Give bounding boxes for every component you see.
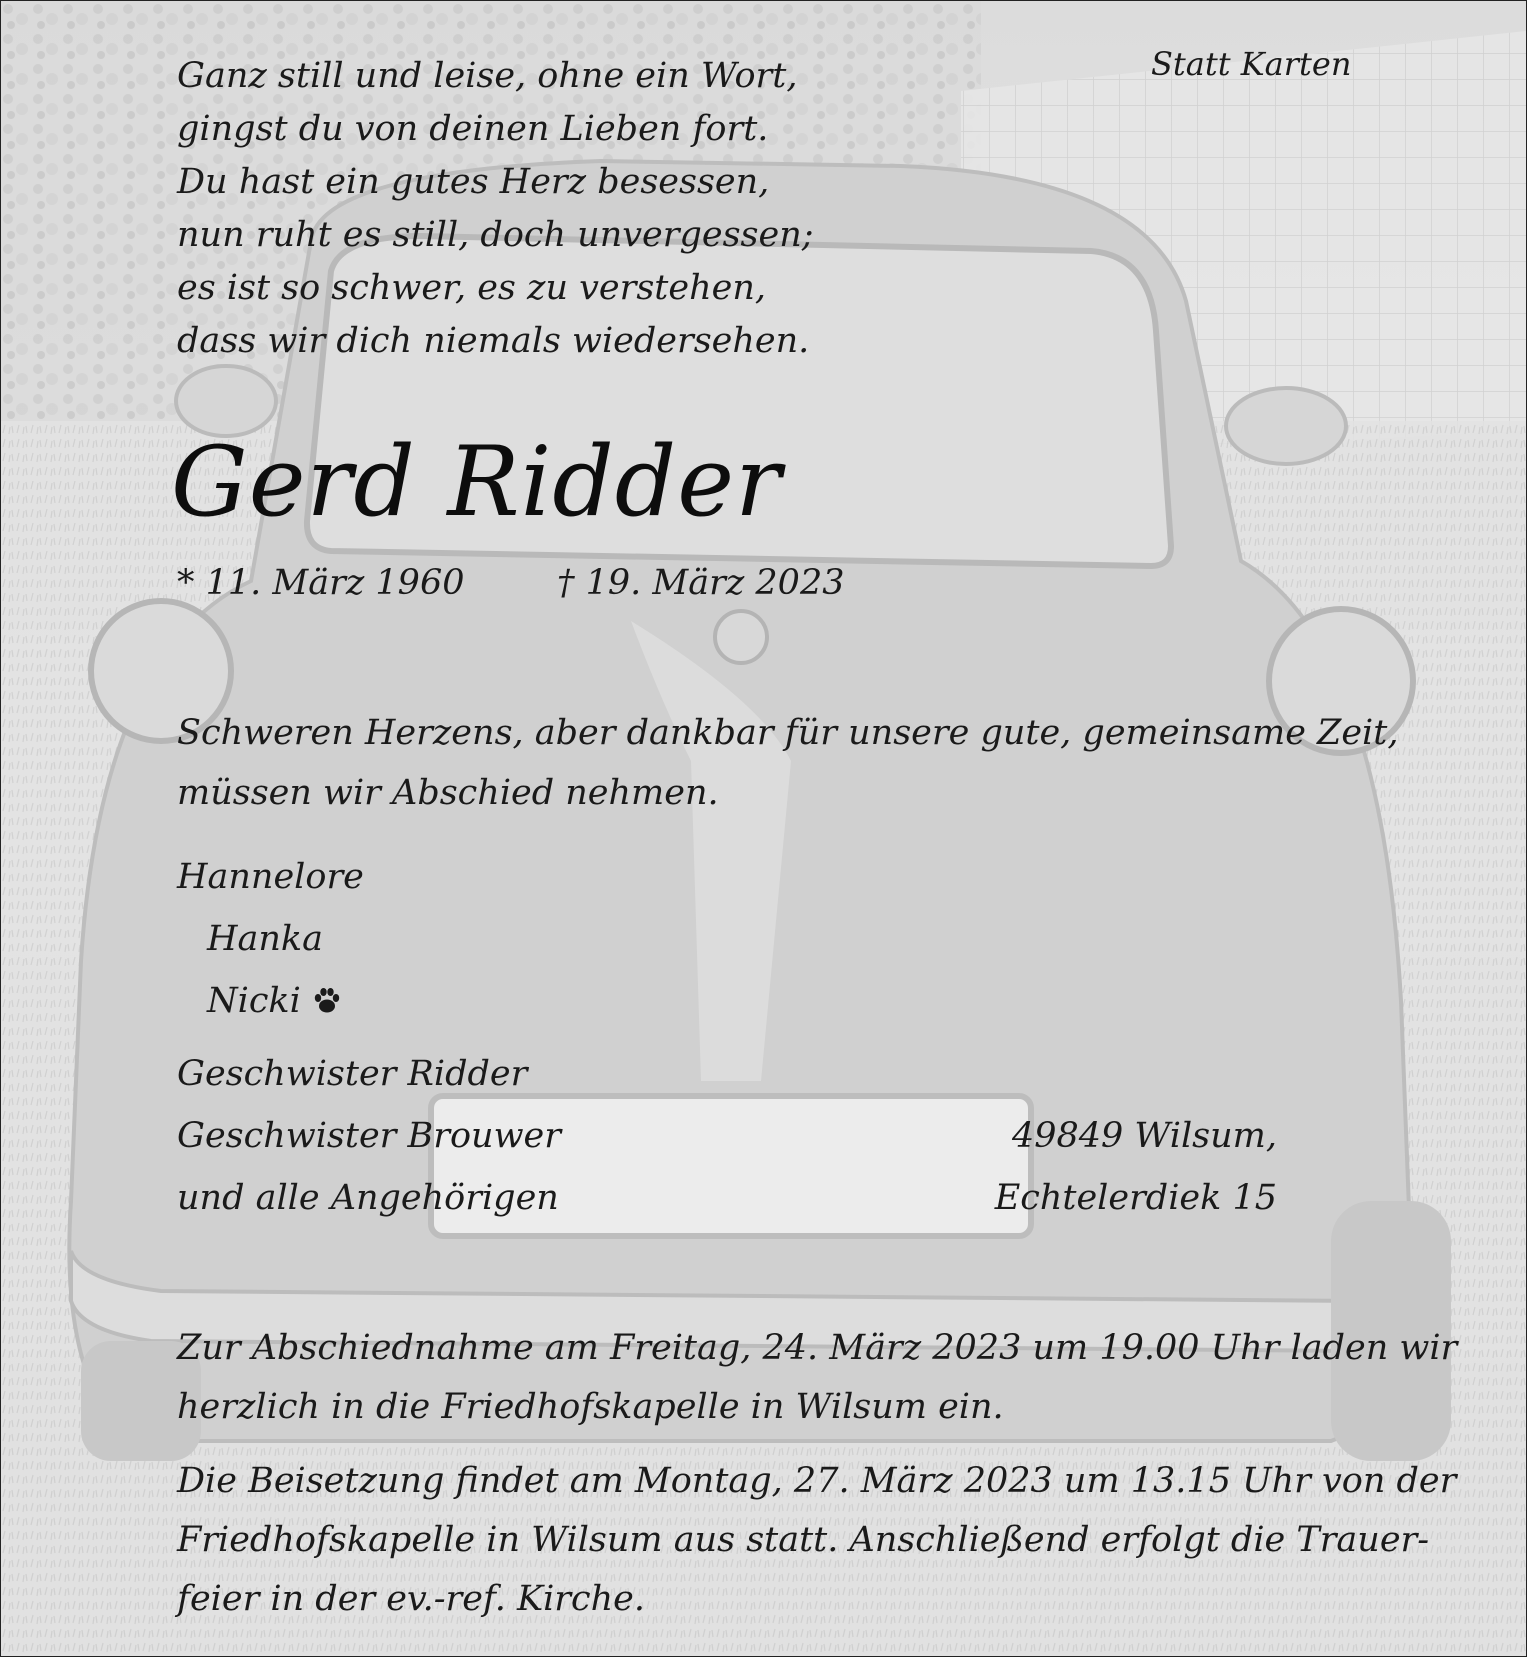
statt-karten-note: Statt Karten [1151, 45, 1352, 83]
farewell-line: herzlich in die Friedhofskapelle in Wilsum ein. [177, 1387, 1004, 1427]
address-street: Echtelerdiek 15 [994, 1178, 1277, 1218]
address-city: 49849 Wilsum, [1011, 1116, 1277, 1156]
poem-line: nun ruht es still, doch unvergessen; [177, 215, 814, 255]
poem-line: Ganz still und leise, ohne ein Wort, [177, 56, 798, 96]
burial-line: Friedhofskapelle in Wilsum aus statt. Anschließend erfolgt die Trauer- [177, 1520, 1430, 1560]
message-line: müssen wir Abschied nehmen. [177, 773, 719, 813]
family-line: Geschwister Brouwer [177, 1116, 561, 1156]
death-date: † 19. März 2023 [557, 563, 845, 603]
family-line: Geschwister Ridder [177, 1054, 528, 1094]
mourner-primary: Hannelore [177, 857, 364, 897]
poem-line: es ist so schwer, es zu verstehen, [177, 268, 767, 308]
burial-line: feier in der ev.-ref. Kirche. [177, 1579, 646, 1619]
mourner-child: Nicki [207, 981, 301, 1021]
mourner-pet-row [207, 981, 343, 1021]
paw-print-icon [311, 984, 343, 1016]
family-line: und alle Angehörigen [177, 1178, 559, 1218]
poem-line: Du hast ein gutes Herz besessen, [177, 162, 770, 202]
mourner-child: Hanka [207, 919, 324, 959]
message-line: Schweren Herzens, aber dankbar für unsere gute, gemeinsame Zeit, [177, 713, 1399, 753]
poem-line: gingst du von deinen Lieben fort. [177, 109, 769, 149]
burial-line: Die Beisetzung findet am Montag, 27. März 2023 um 13.15 Uhr von der [177, 1461, 1457, 1501]
deceased-name: Gerd Ridder [171, 426, 782, 538]
poem-line: dass wir dich niemals wiedersehen. [177, 321, 810, 361]
birth-date: * 11. März 1960 [177, 563, 465, 603]
farewell-line: Zur Abschiednahme am Freitag, 24. März 2023 um 19.00 Uhr laden wir [177, 1328, 1458, 1368]
